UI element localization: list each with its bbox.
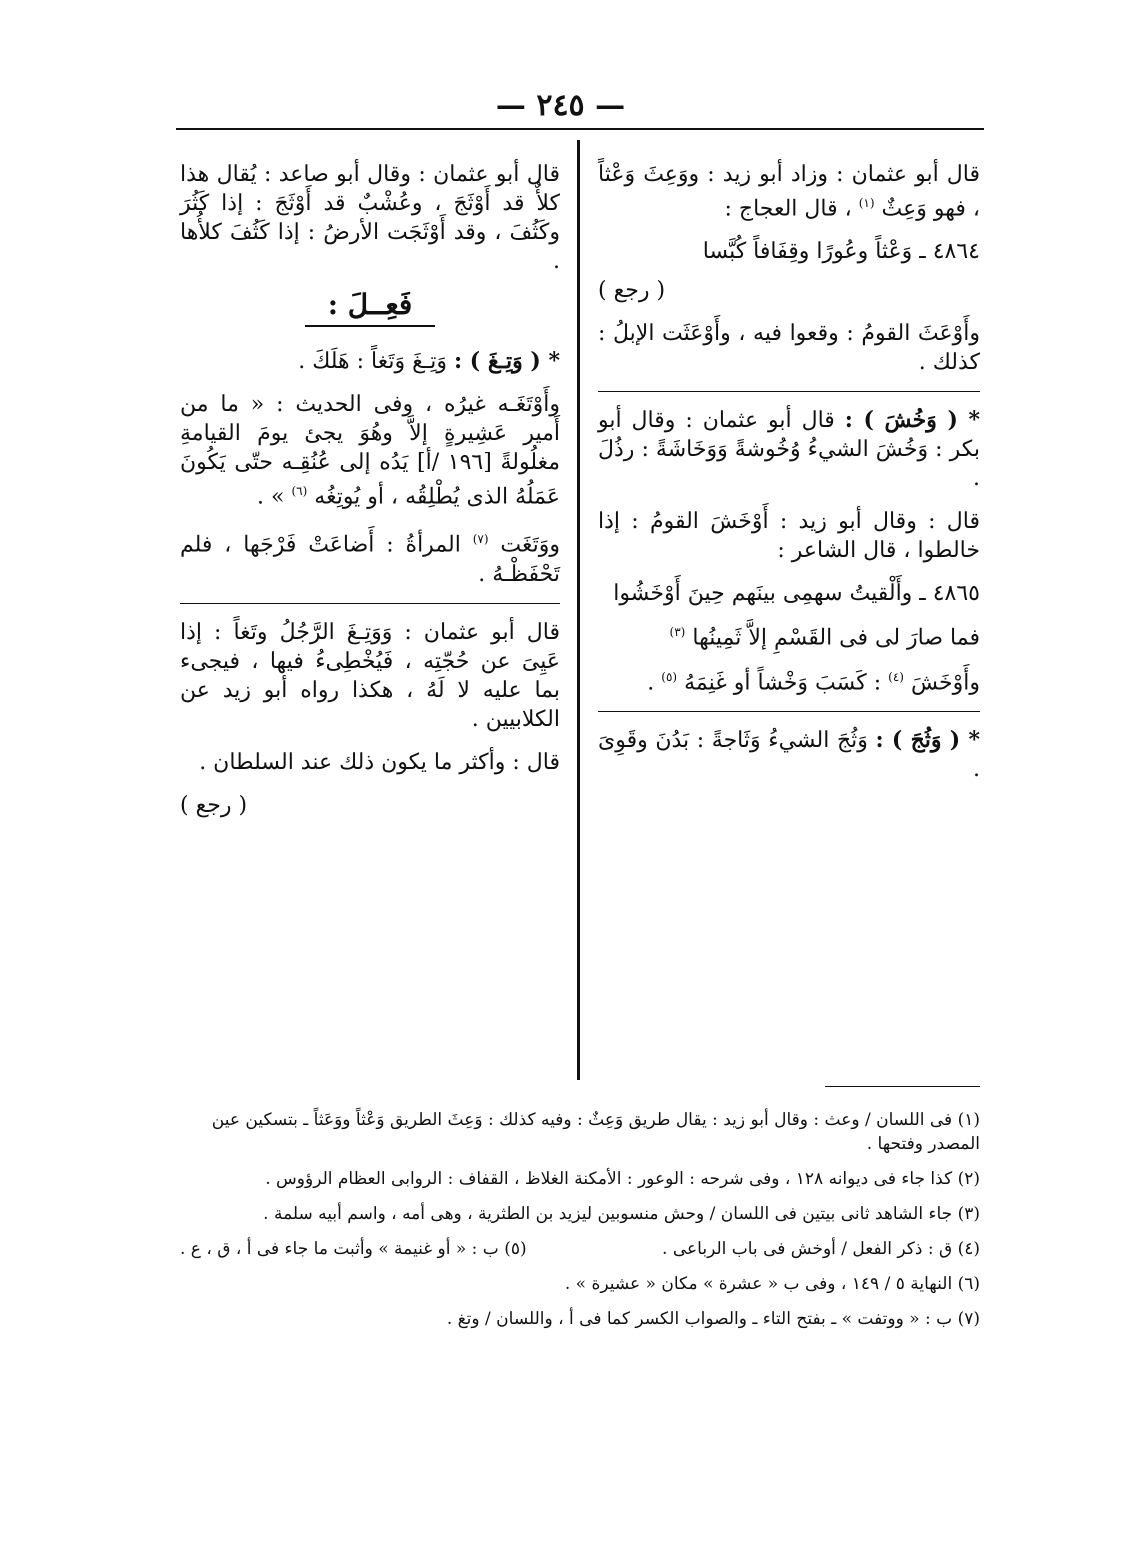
- right-paragraph-1: [598, 160, 980, 223]
- right-paragraph-2: وأَوْعَثَ القومُ : وقعوا فيه ، وأَوْعَثَت الإبلُ : كذلك .: [598, 321, 980, 376]
- right-p4-a: وأَوْخَشَ: [910, 669, 980, 695]
- footnote-ref-1: (١): [858, 196, 875, 210]
- footnote-6: (٦) النهاية ٥ / ١٤٩ ، وفى ب « عشرة » مكان « عشيرة » .: [564, 1274, 980, 1294]
- footnote-3: (٣) جاء الشاهد ثانى بيتين فى اللسان / وحش منسوبين ليزيد بن الطثرية ، وهى أمه ، واسم أبيه سلمة .: [263, 1204, 980, 1224]
- left-column: [180, 160, 560, 834]
- entry-wathuja: [598, 726, 980, 784]
- entry-head-wathuja: * ( وَثُجَ ) :: [875, 726, 980, 753]
- entry-wakhusha: [598, 406, 980, 493]
- entry-divider-3: [180, 603, 560, 604]
- entry-text-watigha: وَتِـغَ وَتَغاً : هَلَكَ .: [298, 349, 448, 374]
- footnotes: [180, 1108, 980, 1342]
- footnote-ref-4: (٤): [888, 669, 904, 684]
- entry-text-wakhusha: قال أبو عثمان : وقال أبو بكر : وَخُشَ الشيءُ وُخُوشةً وَوَخَاشَةً : رذُلَ .: [598, 408, 980, 492]
- left-p3-b: المرأةُ : أَضاعَتْ فَرْجَها ، فلم تَحْفَظْـهُ .: [180, 532, 560, 587]
- entry-watigha: [180, 347, 560, 376]
- left-paragraph-4: قال أبو عثمان : وَوَتِـغَ الرَّجُلُ وتَغاً : إذا عَيِىَ عن حُجّتِه ، فَيُخْطِىءُ فيها ، فيجىء بما عليه لا لَهُ ، هكذا رواه أبو زيد عن الكلابيين .: [180, 619, 560, 732]
- footnote-ref-6: (٦): [291, 484, 308, 498]
- right-p1-text: قال أبو عثمان : وزاد أبو زيد : ووَعِثَ وَعْثاً ، فهو وَعِثٌ: [598, 162, 980, 222]
- footnote-rule: [825, 1086, 980, 1087]
- section-title-faila: فَعِــلَ :: [180, 290, 560, 327]
- right-p4-b: : كَسَبَ وَخْشاً أو غَنِمَهُ: [684, 669, 882, 695]
- footnote-4: (٤) ق : ذكر الفعل / أوخش فى باب الرباعى .: [662, 1239, 980, 1259]
- footnote-1: (١) فى اللسان / وعث : وقال أبو زيد : يقال طريق وَعِثٌ : وفيه كذلك : وَعِثَ الطريق وَعْثاً ووَعَثاً ـ بتسكين عين المصدر وفتحها .: [211, 1110, 980, 1154]
- entry-head-wakhusha: * ( وَخُشَ ) :: [844, 407, 980, 434]
- left-paragraph-3: [180, 525, 560, 588]
- footnote-row-4-5: [180, 1237, 980, 1261]
- footnote-5: (٥) ب : « أو غنيمة » وأثبت ما جاء فى أ ، ق ، ع .: [180, 1239, 527, 1259]
- verse-4865-second: [598, 618, 980, 652]
- column-divider: [577, 140, 580, 1080]
- footnote-7: (٧) ب : « ووتفت » ـ بفتح التاء ـ والصواب الكسر كما فى أ ، واللسان / وتغ .: [446, 1309, 980, 1329]
- right-p1-end: ، قال العجاج :: [724, 196, 852, 222]
- rajaz-marker-1: ( رجع ): [598, 278, 666, 304]
- verse-4864: ٤٨٦٤ ـ وَعْثاً وعُورًا وقِفَافاً كُبَّسا: [702, 239, 980, 265]
- rajaz-marker-2: ( رجع ): [180, 792, 248, 818]
- left-paragraph-2: [180, 390, 560, 511]
- left-p2-text: وأَوْتَغَـه غيرُه ، وفى الحديث : « ما من أَمير عَشِيرةٍ إلاَّ وهُوَ يجئ يومَ القيامةِ مغلُولةً [١٩٦ /أ] يَدُه إلى عُنُقِـه حتّى يَكُونَ عَمَلُهُ الذى يُطْلِقُه ، أو يُوتِغُه: [180, 392, 560, 510]
- right-paragraph-3: قال : وقال أبو زيد : أَوْخَشَ القومُ : إذا خالطوا ، قال الشاعر :: [598, 509, 980, 564]
- left-paragraph-1: قال أبو عثمان : وقال أبو صاعد : يُقال هذا كلأٌ قد أَوْثَجَ ، وعُشْبٌ قد أَوْثَجَ : إذا كَثُرَ وكَثُفَ ، وقد أَوْثَجَت الأرضُ : إذا كَثُفَ كلأُها .: [180, 162, 560, 274]
- right-p4-end: .: [647, 669, 655, 695]
- entry-text-wathuja: وَثُجَ الشيءُ وَثَاجةً : بَدُنَ وقَوِىَ .: [598, 727, 980, 782]
- footnote-ref-3: (٣): [669, 625, 686, 640]
- footnote-ref-7: (٧): [472, 532, 489, 547]
- verse-4865-first: ٤٨٦٥ ـ وأَلْقيتُ سهمِى بينَهم حِينَ أَوْخَشُوا: [613, 581, 980, 607]
- left-paragraph-5: قال : وأكثر ما يكون ذلك عند السلطان .: [199, 749, 560, 775]
- entry-divider-2: [598, 711, 980, 712]
- verse-4865-second-text: فما صارَ لى فى القَسْمِ إلاَّ ثَمِينُها: [692, 625, 980, 651]
- right-paragraph-4: [598, 663, 980, 697]
- left-p2-end: » .: [257, 484, 285, 510]
- footnote-ref-5: (٥): [661, 669, 678, 684]
- entry-head-watigha: * ( وَتِـغَ ) :: [454, 348, 560, 374]
- left-p3-a: ووَتَغَت: [500, 532, 560, 558]
- header-rule: [176, 128, 984, 130]
- right-column: [598, 160, 980, 798]
- footnote-2: (٢) كذا جاء فى ديوانه ١٢٨ ، وفى شرحه : الوعور : الأمكنة الغلاظ ، القفاف : الروابى العظام الرؤوس .: [265, 1169, 980, 1189]
- page-number: — ٢٤٥ —: [495, 88, 626, 123]
- entry-divider-1: [598, 391, 980, 392]
